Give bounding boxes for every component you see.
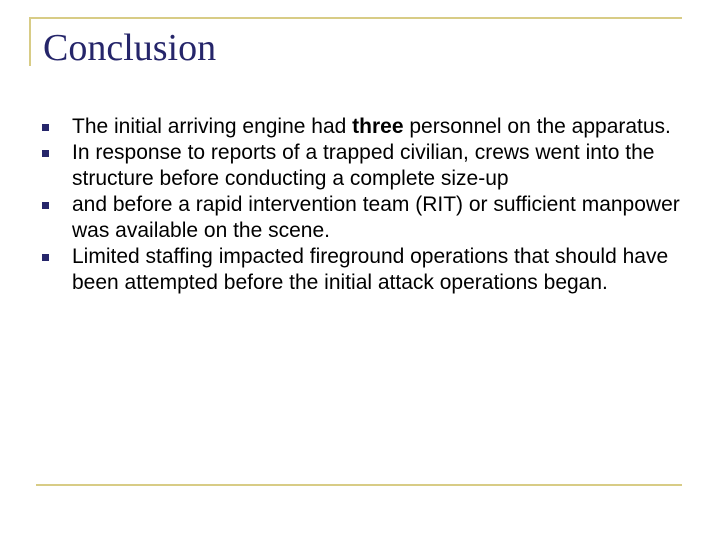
- square-bullet-icon: [42, 150, 49, 157]
- slide-title: Conclusion: [43, 27, 217, 69]
- bullet-text-before: and before a rapid intervention team (RIT) or sufficient manpower was available on the scene.: [72, 193, 680, 242]
- bullet-item: [42, 140, 682, 192]
- bullet-text-after: personnel on the apparatus.: [403, 115, 671, 138]
- bullet-item: [42, 244, 682, 296]
- bottom-rule: [36, 484, 682, 486]
- square-bullet-icon: [42, 254, 49, 261]
- bullet-list: [42, 114, 682, 296]
- bullet-text: [72, 245, 668, 294]
- bullet-text-before: In response to reports of a trapped civilian, crews went into the structure before conducting a complete size-up: [72, 141, 655, 190]
- square-bullet-icon: [42, 124, 49, 131]
- bullet-text: [72, 115, 671, 138]
- bullet-item: [42, 192, 682, 244]
- square-bullet-icon: [42, 202, 49, 209]
- title-frame-top-rule: [29, 17, 682, 19]
- bullet-text: [72, 141, 654, 190]
- bullet-text-bold: three: [352, 115, 404, 138]
- bullet-text-before: The initial arriving engine had: [72, 115, 353, 138]
- bullet-text: [72, 193, 680, 242]
- title-frame-left-rule: [29, 17, 31, 66]
- bullet-item: [42, 114, 682, 140]
- bullet-text-before: Limited staffing impacted fireground operations that should have been attempted before the initial attack operations began.: [72, 245, 669, 294]
